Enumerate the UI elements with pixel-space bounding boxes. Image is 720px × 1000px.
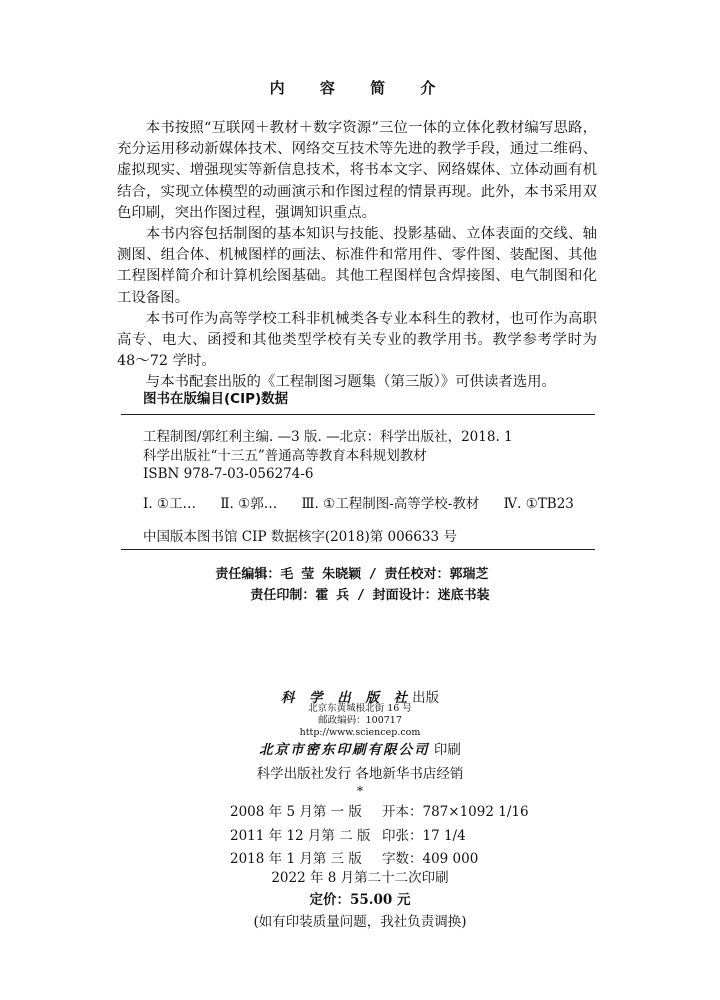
cip-top-rule [121, 414, 595, 415]
editor-credits: 责任编辑：毛 莹 朱晓颖 / 责任校对：郭瑞芝 [215, 567, 489, 582]
cip-heading: 图书在版编目(CIP)数据 [143, 391, 289, 407]
publisher-postcode: 邮政编码：100717 [318, 715, 402, 726]
intro-paragraph: 本书内容包括制图的基本知识与技能、投影基础、立体表面的交线、轴测图、组合体、机械图样的画法、标准件和常用件、零件图、装配图、其他工程图样简介和计算机绘图基础。其他工程图样包含焊接图、电气制图和化工设备图。 [117, 226, 597, 306]
publisher-suffix: 出版 [412, 690, 440, 706]
edition-spec: 印张：17 1/4 [382, 827, 466, 844]
cip-line: ISBN 978-7-03-056274-6 [143, 466, 314, 482]
printer-suffix: 印刷 [433, 742, 461, 758]
cip-class: Ⅰ. ①工… [143, 496, 197, 512]
page-title: 内 容 简 介 [269, 79, 451, 97]
cip-class: Ⅲ. ①工程制图-高等学校-教材 [301, 496, 480, 512]
impression-line: 2022 年 8 月第二十二次印刷 [271, 870, 449, 886]
cip-class: Ⅱ. ①郭… [220, 496, 278, 512]
cip-line: 工程制图/郭红利主编. —3 版. —北京：科学出版社，2018. 1 [143, 429, 513, 445]
intro-paragraph: 本书按照“互联网＋教材＋数字资源”三位一体的立体化教材编写思路，充分运用移动新媒体技术、网络交互技术等先进的教学手段，通过二维码、虚拟现实、增强现实等新信息技术，将书本文字、网络媒体、立体动画有机结合，实现立体模型的动画演示和作图过程的情景再现。此外，本书采用双色印刷，突出作图过程，强调知识重点。 [117, 120, 597, 221]
edition-date: 2011 年 12 月第 二 版 [230, 827, 371, 844]
edition-spec: 开本：787×1092 1/16 [382, 804, 529, 820]
intro-paragraph: 与本书配套出版的《工程制图习题集（第三版）》可供读者选用。 [145, 374, 556, 391]
intro-paragraph: 本书可作为高等学校工科非机械类各专业本科生的教材，也可作为高职高专、电大、函授和其他类型学校有关专业的教学用书。教学参考学时为 48～72 学时。 [117, 310, 597, 370]
publisher-address: 北京东黄城根北街 16 号 [308, 703, 412, 714]
book-introduction [117, 118, 597, 394]
cip-record [143, 428, 595, 484]
printer-line [0, 738, 720, 758]
edition-date: 2018 年 1 月第 三 版 [230, 851, 362, 867]
cip-bottom-rule [121, 549, 595, 550]
price: 定价：55.00 元 [309, 892, 411, 908]
printer-name: 北京市密东印刷有限公司 [259, 742, 430, 758]
cip-line: 科学出版社“十三五”普通高等教育本科规划教材 [143, 447, 427, 464]
distribution-line: 科学出版社发行 各地新华书店经销 [256, 766, 464, 782]
cip-class: Ⅳ. ①TB23 [503, 496, 574, 512]
edition-spec: 字数：409 000 [382, 851, 479, 867]
edition-row [230, 825, 529, 849]
separator-star: * [357, 784, 363, 798]
publisher-url: http://www.sciencep.com [299, 727, 421, 738]
quality-notice: (如有印装质量问题，我社负责调换) [253, 914, 467, 930]
publisher-logotype: 科 学 出 版 社 [280, 690, 413, 706]
printing-credits: 责任印制：霍 兵 / 封面设计：迷底书装 [250, 588, 490, 603]
cip-number: 中国版本图书馆 CIP 数据核字(2018)第 006633 号 [143, 529, 457, 545]
edition-row [230, 801, 529, 825]
edition-table [230, 801, 529, 872]
edition-date: 2008 年 5 月第 一 版 [230, 804, 362, 820]
cip-classification [143, 492, 594, 512]
